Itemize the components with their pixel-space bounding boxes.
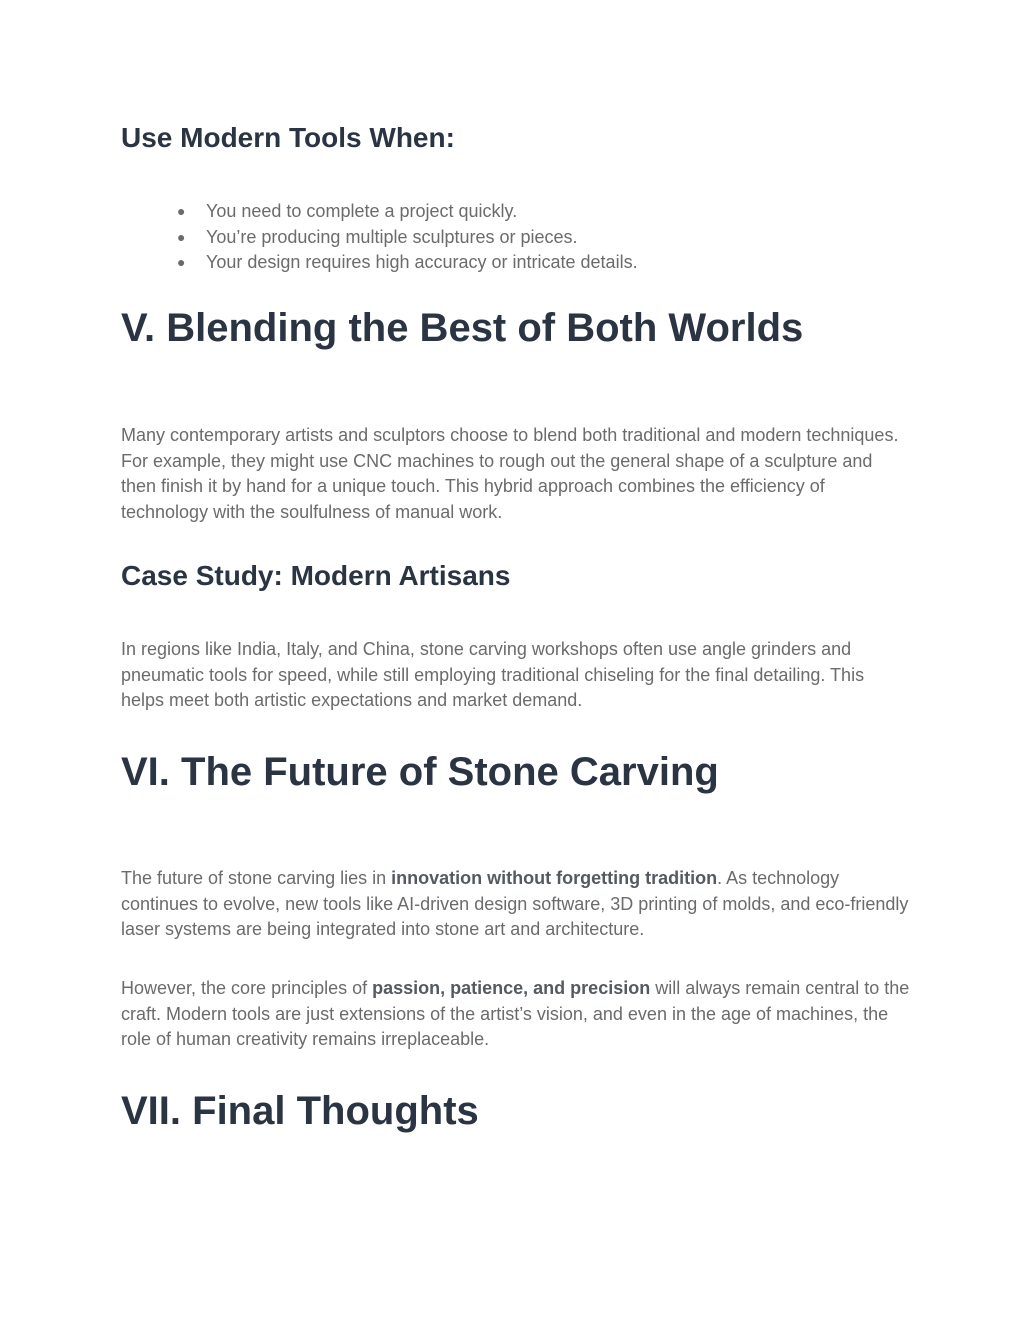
future-heading: VI. The Future of Stone Carving: [121, 750, 719, 794]
case-study-paragraph: In regions like India, Italy, and China, stone carving workshops often use angle grinders and pneumatic tools for speed, while still employing traditional chiseling for the final detailing. This helps meet both artistic expectations and market demand.: [121, 639, 865, 710]
future-paragraph-1: [121, 866, 911, 943]
future-p1-emphasis: innovation without forgetting tradition: [391, 868, 718, 888]
blending-paragraph: Many contemporary artists and sculptors choose to blend both traditional and modern techniques. For example, they might use CNC machines to rough out the general shape of a sculpture and then finish it by hand for a unique touch. This hybrid approach combines the efficiency of technology with the soulfulness of manual work.: [121, 425, 899, 522]
modern-tools-heading: Use Modern Tools When:: [121, 122, 455, 153]
modern-tools-list: [177, 199, 638, 276]
future-paragraph-2: [121, 976, 911, 1053]
future-p2-text-after: will always remain central to the craft. Modern tools are just extensions of the artist’s vision, and even in the age of machines, the role of human creativity remains irreplaceable.: [121, 978, 910, 1049]
bullet-icon: ●: [177, 254, 186, 270]
blending-heading: V. Blending the Best of Both Worlds: [121, 306, 804, 350]
list-item-text: You need to complete a project quickly.: [206, 201, 518, 221]
list-item: [177, 250, 638, 276]
case-study-heading: Case Study: Modern Artisans: [121, 560, 511, 591]
list-item-text: You’re producing multiple sculptures or pieces.: [206, 226, 578, 247]
future-p1-text-after: . As technology continues to evolve, new tools like AI-driven design software, 3D printing of molds, and eco-friendly laser systems are being integrated into stone art and architecture.: [121, 868, 909, 939]
list-item: [177, 225, 638, 251]
list-item: [177, 199, 638, 225]
bullet-icon: ●: [177, 228, 186, 245]
future-p2-text-before: However, the core principles of: [121, 978, 373, 998]
list-item-text: Your design requires high accuracy or intricate details.: [206, 252, 638, 272]
future-p2-emphasis: passion, patience, and precision: [372, 978, 651, 998]
bullet-icon: ●: [177, 203, 186, 219]
future-p1-text-before: The future of stone carving lies in: [121, 868, 392, 888]
final-thoughts-heading: VII. Final Thoughts: [121, 1089, 479, 1133]
